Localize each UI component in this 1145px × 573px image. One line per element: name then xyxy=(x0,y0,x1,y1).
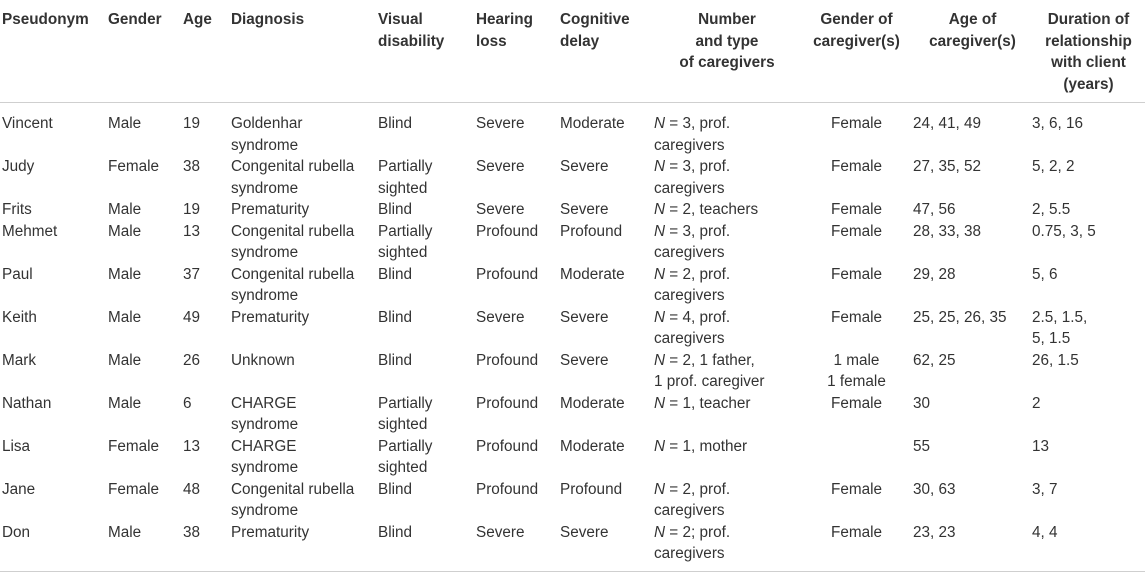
table-row xyxy=(0,221,1145,264)
header-age: Age xyxy=(183,0,231,103)
caregivers-text: = 3, prof. caregivers xyxy=(654,158,731,197)
cell-hearing-loss: Profound xyxy=(476,437,539,455)
cell-hearing-loss: Severe xyxy=(476,158,525,175)
cell-caregiver-age: 30 xyxy=(913,394,931,412)
cell-visual-disability: Blind xyxy=(378,480,413,498)
cell-cognitive-delay: Severe xyxy=(560,308,609,326)
n-symbol: N xyxy=(654,308,666,326)
cell-diagnosis: Goldenhar syndrome xyxy=(231,115,303,154)
cell-diagnosis: Congenital rubella syndrome xyxy=(231,480,355,519)
cell-caregiver-age: 29, 28 xyxy=(913,265,956,283)
cell-visual-disability: Blind xyxy=(378,522,476,572)
n-symbol: N xyxy=(654,437,666,455)
cell-pseudonym: Lisa xyxy=(2,437,31,455)
cell-cognitive-delay: Severe xyxy=(560,351,609,369)
cell-duration: 2.5, 1.5, 5, 1.5 xyxy=(1032,308,1088,347)
caregivers-text: = 1, teacher xyxy=(665,394,751,412)
table-row xyxy=(0,522,1145,572)
cell-caregiver-age: 27, 35, 52 xyxy=(913,158,982,175)
cell-caregiver-age: 30, 63 xyxy=(913,480,956,498)
cell-duration: 2 xyxy=(1032,394,1041,412)
header-hearing-loss: Hearing loss xyxy=(476,0,560,103)
cell-cognitive-delay: Profound xyxy=(560,480,623,498)
cell-pseudonym: Judy xyxy=(2,158,35,175)
cell-diagnosis: Congenital rubella syndrome xyxy=(231,222,355,261)
caregivers-text: = 2, 1 father, 1 prof. caregiver xyxy=(654,351,765,390)
cell-caregiver-age: 23, 23 xyxy=(913,522,1032,572)
table-row xyxy=(0,436,1145,479)
cell-pseudonym: Nathan xyxy=(2,394,52,412)
header-age-caregiver: Age of caregiver(s) xyxy=(913,0,1032,103)
cell-visual-disability: Partially sighted xyxy=(378,222,433,261)
cell-hearing-loss: Profound xyxy=(476,480,539,498)
cell-cognitive-delay: Profound xyxy=(560,222,623,240)
header-pseudonym: Pseudonym xyxy=(0,0,108,103)
header-visual-disability: Visual disability xyxy=(378,0,476,103)
caregivers-text: = 2; prof. caregivers xyxy=(654,523,731,562)
header-cognitive-delay: Cognitive delay xyxy=(560,0,654,103)
n-symbol: N xyxy=(654,158,666,175)
cell-caregiver-age: 62, 25 xyxy=(913,351,956,369)
cell-pseudonym: Mehmet xyxy=(2,222,58,240)
cell-age: 6 xyxy=(183,394,192,412)
table-row xyxy=(0,307,1145,350)
cell-pseudonym: Mark xyxy=(2,351,36,369)
cell-hearing-loss: Severe xyxy=(476,115,525,132)
cell-caregiver-age: 55 xyxy=(913,437,931,455)
cell-caregiver-gender: 1 male 1 female xyxy=(827,351,886,390)
cell-gender: Male xyxy=(108,351,142,369)
cell-cognitive-delay: Severe xyxy=(560,201,609,218)
cell-age: 38 xyxy=(183,522,231,572)
table-row xyxy=(0,479,1145,522)
cell-hearing-loss: Profound xyxy=(476,265,539,283)
cell-gender: Male xyxy=(108,394,142,412)
cell-pseudonym: Jane xyxy=(2,480,36,498)
n-symbol: N xyxy=(654,265,666,283)
cell-caregivers xyxy=(654,522,800,572)
cell-age: 19 xyxy=(183,115,201,132)
cell-caregiver-gender: Female xyxy=(830,115,882,132)
cell-hearing-loss: Profound xyxy=(476,222,539,240)
cell-pseudonym: Keith xyxy=(2,308,37,326)
cell-pseudonym: Frits xyxy=(2,201,32,218)
cell-visual-disability: Blind xyxy=(378,308,413,326)
header-gender: Gender xyxy=(108,0,183,103)
cell-diagnosis: Congenital rubella syndrome xyxy=(231,158,355,197)
table-row xyxy=(0,264,1145,307)
cell-visual-disability: Blind xyxy=(378,201,413,218)
cell-age: 49 xyxy=(183,308,201,326)
cell-diagnosis: CHARGE syndrome xyxy=(231,437,299,476)
cell-gender: Male xyxy=(108,222,142,240)
cell-age: 13 xyxy=(183,222,201,240)
cell-duration: 3, 7 xyxy=(1032,480,1058,498)
cell-caregivers xyxy=(654,307,800,350)
cell-cognitive-delay: Severe xyxy=(560,522,654,572)
cell-visual-disability: Blind xyxy=(378,115,413,132)
cell-hearing-loss: Severe xyxy=(476,308,525,326)
cell-duration: 4, 4 xyxy=(1032,522,1145,572)
cell-caregivers xyxy=(654,199,800,221)
cell-diagnosis: Congenital rubella syndrome xyxy=(231,265,355,304)
table-row xyxy=(0,103,1145,157)
cell-cognitive-delay: Moderate xyxy=(560,115,625,132)
n-symbol: N xyxy=(654,523,666,541)
cell-age: 48 xyxy=(183,480,201,498)
n-symbol: N xyxy=(654,394,666,412)
cell-caregivers xyxy=(654,221,800,264)
table-row xyxy=(0,156,1145,199)
cell-caregiver-gender: Female xyxy=(830,265,882,283)
cell-caregiver-gender: Female xyxy=(830,480,882,498)
caregivers-text: = 3, prof. caregivers xyxy=(654,222,731,261)
cell-caregiver-gender: Female xyxy=(830,308,882,326)
header-number-type-caregivers: Number and type of caregivers xyxy=(654,0,800,103)
cell-hearing-loss: Severe xyxy=(476,522,560,572)
cell-visual-disability: Partially sighted xyxy=(378,437,433,476)
cell-visual-disability: Partially sighted xyxy=(378,158,433,197)
n-symbol: N xyxy=(654,351,666,369)
header-row xyxy=(0,0,1145,103)
cell-cognitive-delay: Moderate xyxy=(560,394,625,412)
cell-duration: 5, 6 xyxy=(1032,265,1058,283)
cell-gender: Male xyxy=(108,115,142,132)
cell-pseudonym: Paul xyxy=(2,265,33,283)
cell-caregivers xyxy=(654,479,800,522)
n-symbol: N xyxy=(654,201,666,218)
cell-diagnosis: Prematurity xyxy=(231,522,378,572)
cell-caregivers xyxy=(654,264,800,307)
cell-visual-disability: Blind xyxy=(378,265,413,283)
caregivers-text: = 2, prof. caregivers xyxy=(654,480,731,519)
cell-hearing-loss: Profound xyxy=(476,351,539,369)
header-gender-caregiver: Gender of caregiver(s) xyxy=(800,0,913,103)
cell-age: 38 xyxy=(183,158,201,175)
cell-hearing-loss: Severe xyxy=(476,201,525,218)
cell-caregivers xyxy=(654,103,800,157)
cell-gender: Male xyxy=(108,265,142,283)
cell-cognitive-delay: Moderate xyxy=(560,437,625,455)
caregivers-text: = 4, prof. caregivers xyxy=(654,308,731,347)
cell-caregivers xyxy=(654,156,800,199)
cell-duration: 2, 5.5 xyxy=(1032,201,1071,218)
cell-caregiver-gender: Female xyxy=(830,201,882,218)
cell-visual-disability: Blind xyxy=(378,351,413,369)
cell-gender: Female xyxy=(108,158,160,175)
cell-caregiver-gender: Female xyxy=(800,522,913,572)
caregivers-text: = 2, prof. caregivers xyxy=(654,265,731,304)
cell-diagnosis: Prematurity xyxy=(231,308,310,326)
cell-gender: Female xyxy=(108,437,160,455)
cell-age: 13 xyxy=(183,437,201,455)
cell-diagnosis: CHARGE syndrome xyxy=(231,394,299,433)
cell-caregiver-age: 47, 56 xyxy=(913,201,956,218)
cell-caregiver-age: 24, 41, 49 xyxy=(913,115,982,132)
cell-cognitive-delay: Severe xyxy=(560,158,609,175)
cell-duration: 26, 1.5 xyxy=(1032,351,1079,369)
cell-visual-disability: Partially sighted xyxy=(378,394,433,433)
cell-duration: 0.75, 3, 5 xyxy=(1032,222,1096,240)
cell-caregivers xyxy=(654,350,800,393)
table-row xyxy=(0,199,1145,221)
cell-caregiver-gender xyxy=(800,436,913,479)
cell-caregiver-age: 28, 33, 38 xyxy=(913,222,982,240)
cell-caregiver-gender: Female xyxy=(830,394,882,412)
caregivers-text: = 3, prof. caregivers xyxy=(654,115,731,154)
cell-diagnosis: Prematurity xyxy=(231,201,310,218)
caregivers-text: = 2, teachers xyxy=(665,201,759,218)
cell-duration: 13 xyxy=(1032,437,1050,455)
cell-caregiver-gender: Female xyxy=(830,222,882,240)
n-symbol: N xyxy=(654,222,666,240)
table-row xyxy=(0,350,1145,393)
cell-caregiver-gender: Female xyxy=(830,158,882,175)
caregivers-text: = 1, mother xyxy=(665,437,748,455)
cell-gender: Male xyxy=(108,308,142,326)
cell-age: 19 xyxy=(183,201,201,218)
cell-caregiver-age: 25, 25, 26, 35 xyxy=(913,308,1007,326)
cell-gender: Male xyxy=(108,522,183,572)
cell-cognitive-delay: Moderate xyxy=(560,265,625,283)
cell-age: 26 xyxy=(183,351,201,369)
n-symbol: N xyxy=(654,480,666,498)
cell-caregivers xyxy=(654,436,800,479)
cell-gender: Male xyxy=(108,201,142,218)
table-row xyxy=(0,393,1145,436)
header-duration-relationship: Duration of relationship with client (years) xyxy=(1032,0,1145,103)
cell-duration: 3, 6, 16 xyxy=(1032,115,1084,132)
cell-gender: Female xyxy=(108,480,160,498)
cell-caregivers xyxy=(654,393,800,436)
cell-pseudonym: Vincent xyxy=(2,115,53,132)
cell-diagnosis: Unknown xyxy=(231,351,295,369)
cell-duration: 5, 2, 2 xyxy=(1032,158,1075,175)
cell-hearing-loss: Profound xyxy=(476,394,539,412)
cell-pseudonym: Don xyxy=(0,522,108,572)
cell-age: 37 xyxy=(183,265,201,283)
header-diagnosis: Diagnosis xyxy=(231,0,378,103)
n-symbol: N xyxy=(654,115,666,132)
